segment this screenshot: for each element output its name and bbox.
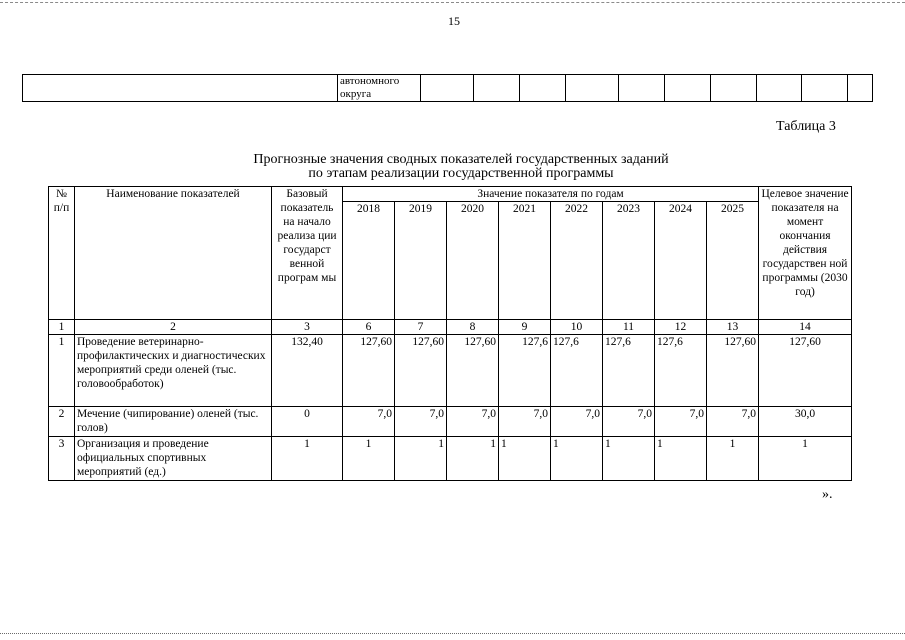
table-caption: Таблица 3 (776, 119, 836, 134)
table-cell (802, 75, 848, 102)
header-years-group: Значение показателя по годам (343, 187, 759, 202)
row-value: 7,0 (551, 407, 603, 437)
table-cell (757, 75, 802, 102)
row-value: 127,6 (603, 335, 655, 407)
row-name: Проведение ветеринарно-профилактических и диагностических мероприятий среди оленей (тыс. головообработок) (75, 335, 272, 407)
region-text-line2: округа (340, 88, 372, 100)
row-value: 1 (707, 437, 759, 481)
table-cell (520, 75, 566, 102)
column-number: 2 (75, 320, 272, 335)
row-value: 127,6 (551, 335, 603, 407)
row-value: 127,6 (655, 335, 707, 407)
row-num: 2 (49, 407, 75, 437)
table-cell (474, 75, 520, 102)
region-text-line1: автономного (340, 75, 400, 87)
row-value: 127,60 (447, 335, 499, 407)
column-number: 1 (49, 320, 75, 335)
table-cell (421, 75, 474, 102)
column-number: 12 (655, 320, 707, 335)
table-cell (665, 75, 711, 102)
row-value: 127,60 (343, 335, 395, 407)
row-value: 7,0 (603, 407, 655, 437)
row-value: 7,0 (447, 407, 499, 437)
table-row (49, 335, 852, 407)
row-value: 7,0 (707, 407, 759, 437)
header-target: Целевое значение показателя на момент окончания действия государствен ной программы (2030 год) (759, 187, 852, 320)
table-cell (619, 75, 665, 102)
row-value: 1 (343, 437, 395, 481)
column-number: 11 (603, 320, 655, 335)
header-year: 2022 (551, 202, 603, 320)
header-year: 2023 (603, 202, 655, 320)
table-cell (711, 75, 757, 102)
row-value: 1 (655, 437, 707, 481)
row-value: 7,0 (343, 407, 395, 437)
row-value: 1 (395, 437, 447, 481)
column-number: 8 (447, 320, 499, 335)
row-target: 127,60 (759, 335, 852, 407)
closing-quote-mark: ». (822, 487, 833, 502)
row-target: 30,0 (759, 407, 852, 437)
row-name: Организация и проведение официальных спортивных мероприятий (ед.) (75, 437, 272, 481)
table-title-line1: Прогнозные значения сводных показателей государственных заданий (253, 152, 669, 167)
page-number: 15 (448, 14, 460, 28)
row-value: 1 (603, 437, 655, 481)
table-cell (848, 75, 873, 102)
table-title (200, 153, 722, 181)
row-value: 7,0 (499, 407, 551, 437)
continuation-table (22, 74, 873, 102)
row-base: 0 (272, 407, 343, 437)
column-number: 3 (272, 320, 343, 335)
header-year: 2018 (343, 202, 395, 320)
header-num: № п/п (49, 187, 75, 320)
row-value: 1 (447, 437, 499, 481)
row-value: 127,6 (499, 335, 551, 407)
header-base: Базовый показатель на начало реализа ции государст венной програм мы (272, 187, 343, 320)
column-numbers-row (49, 320, 852, 335)
table-row (49, 437, 852, 481)
row-base: 132,40 (272, 335, 343, 407)
row-num: 3 (49, 437, 75, 481)
header-year: 2019 (395, 202, 447, 320)
table-cell (566, 75, 619, 102)
row-num: 1 (49, 335, 75, 407)
column-number: 7 (395, 320, 447, 335)
column-number: 10 (551, 320, 603, 335)
header-year: 2020 (447, 202, 499, 320)
row-name: Мечение (чипирование) оленей (тыс. голов) (75, 407, 272, 437)
header-year: 2025 (707, 202, 759, 320)
column-number: 9 (499, 320, 551, 335)
table-row (49, 407, 852, 437)
column-number: 6 (343, 320, 395, 335)
row-value: 7,0 (655, 407, 707, 437)
scan-border-top (0, 2, 905, 3)
row-value: 1 (499, 437, 551, 481)
row-value: 1 (551, 437, 603, 481)
column-number: 14 (759, 320, 852, 335)
row-value: 127,60 (395, 335, 447, 407)
table-title-line2: по этапам реализации государственной программы (308, 166, 614, 181)
row-value: 127,60 (707, 335, 759, 407)
table-cell (23, 75, 338, 102)
header-year: 2021 (499, 202, 551, 320)
row-value: 7,0 (395, 407, 447, 437)
header-year: 2024 (655, 202, 707, 320)
row-base: 1 (272, 437, 343, 481)
header-row (49, 187, 852, 202)
scan-border-bottom (0, 633, 905, 634)
row-target: 1 (759, 437, 852, 481)
continuation-row (23, 75, 873, 102)
column-number: 13 (707, 320, 759, 335)
table-cell (338, 75, 421, 102)
indicators-table (48, 186, 852, 481)
header-name: Наименование показателей (75, 187, 272, 320)
